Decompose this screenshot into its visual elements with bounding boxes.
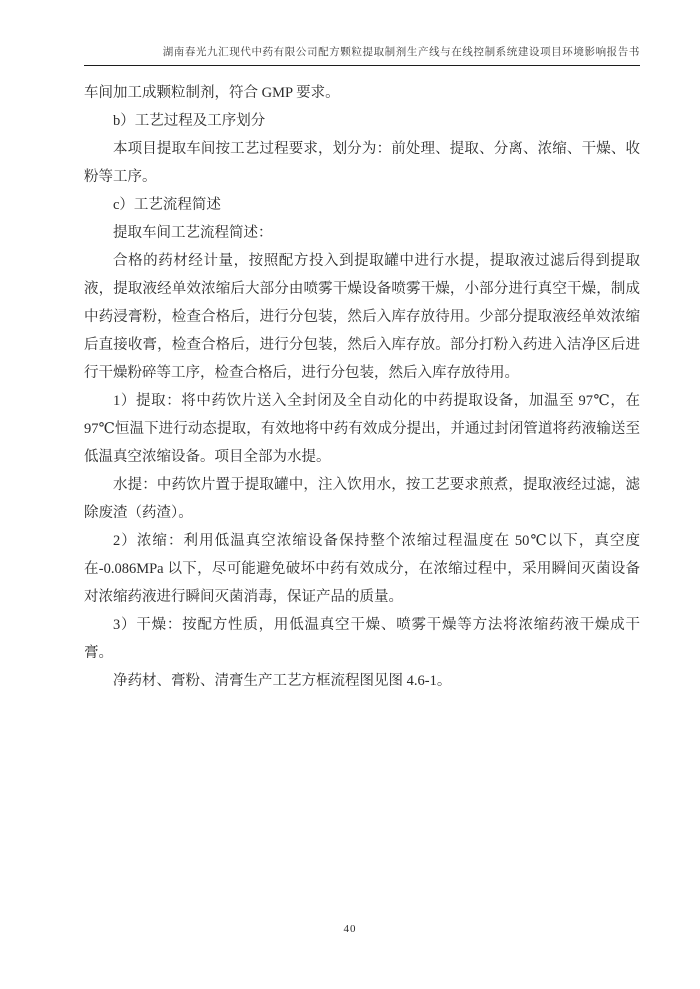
paragraph: 3）干燥：按配方性质，用低温真空干燥、喷雾干燥等方法将浓缩药液干燥成干膏。 bbox=[84, 617, 640, 661]
paragraph: 合格的药材经计量，按照配方投入到提取罐中进行水提，提取液过滤后得到提取液，提取液经单效浓缩后大部分由喷雾干燥设备喷雾干燥，小部分进行真空干燥，制成中药浸膏粉，检查合格后，进行分包装，然后入库存放待用。少部分提取液经单效浓缩后直接收膏，检查合格后，进行分包装，然后入库存放。部分打粉入药进入洁净区后进行干燥粉碎等工序，检查合格后，进行分包装，然后入库存放待用。 bbox=[84, 253, 640, 381]
paragraph: 1）提取：将中药饮片送入全封闭及全自动化的中药提取设备，加温至 97℃，在 97℃恒温下进行动态提取，有效地将中药有效成分提出，并通过封闭管道将药液输送至低温真空浓缩设备。项目全部为水提。 bbox=[84, 393, 640, 465]
paragraph: 水提：中药饮片置于提取罐中，注入饮用水，按工艺要求煎煮，提取液经过滤，滤除废渣（药渣）。 bbox=[84, 477, 640, 521]
paragraph: c）工艺流程简述 bbox=[113, 197, 221, 213]
paragraph: b）工艺过程及工序划分 bbox=[113, 113, 266, 129]
page-header-title: 湖南春光九汇现代中药有限公司配方颗粒提取制剂生产线与在线控制系统建设项目环境影响报告书 bbox=[84, 46, 640, 66]
paragraph: 提取车间工艺流程简述： bbox=[113, 225, 273, 241]
paragraph: 本项目提取车间按工艺过程要求，划分为：前处理、提取、分离、浓缩、干燥、收粉等工序。 bbox=[84, 141, 640, 185]
paragraph: 2）浓缩：利用低温真空浓缩设备保持整个浓缩过程温度在 50℃以下，真空度在-0.086MPa 以下，尽可能避免破坏中药有效成分，在浓缩过程中，采用瞬间灭菌设备对浓缩药液进行瞬间灭菌消毒，保证产品的质量。 bbox=[84, 533, 640, 605]
paragraph: 净药材、膏粉、清膏生产工艺方框流程图见图 4.6-1。 bbox=[113, 673, 452, 689]
document-body bbox=[0, 66, 700, 695]
page-header bbox=[0, 0, 700, 66]
paragraph: 车间加工成颗粒制剂，符合 GMP 要求。 bbox=[84, 85, 340, 101]
page-footer bbox=[0, 919, 700, 937]
page-number: 40 bbox=[343, 923, 357, 935]
